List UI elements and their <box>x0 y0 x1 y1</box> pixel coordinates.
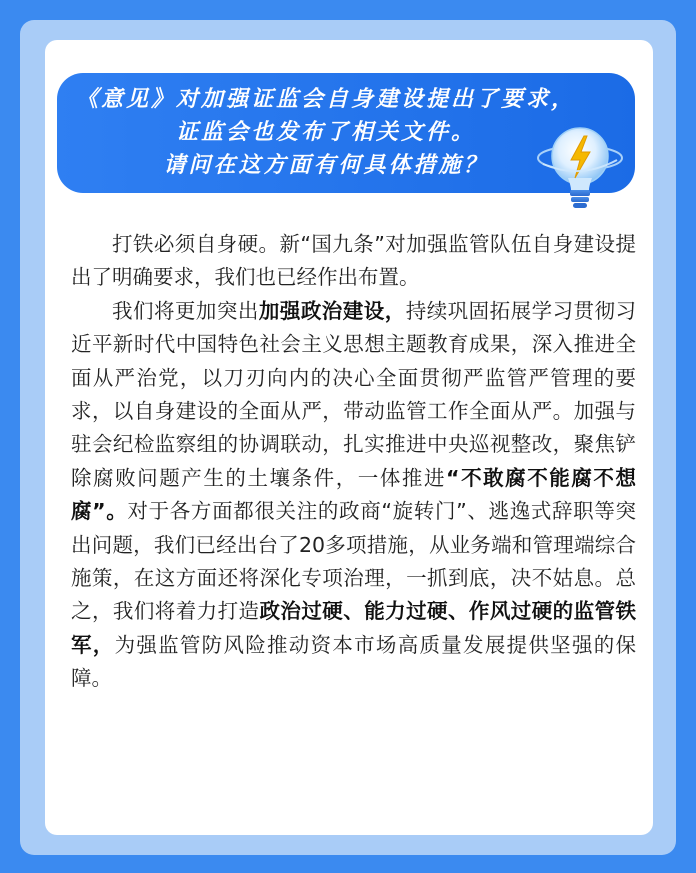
answer-text-run: 对于各方面都很关注的政商“旋转门”、逃逸式辞职等突出问题，我们已经出台了20多项措施，从业务端和管理端综合施策，在这方面还将深化专项治理，一抓到底，决不姑息。总之，我们将着力打造 <box>71 499 636 624</box>
emphasis-political: 加强政治建设， <box>258 298 406 323</box>
answer-text-run: 为强监管防风险推动资本市场高质量发展提供坚强的保障。 <box>71 632 637 691</box>
answer-paragraph-1: 打铁必须自身硬。新“国九条”对加强监管队伍自身建设提出了明确要求，我们也已经作出布置。 <box>71 232 636 290</box>
answer-text-run: 持续巩固拓展学习贯彻习近平新时代中国特色社会主义思想主题教育成果，深入推进全面从严治党，以刀刃向内的决心全面贯彻严监管严管理的要求，以自身建设的全面从严，带动监管工作全面从严。加强与驻会纪检监察组的协调联动，扎实推进中央巡视整改，聚焦铲除腐败问题产生的土壤条件，一体推进 <box>71 298 637 490</box>
answer-text <box>71 228 636 696</box>
question-line-1: 《意见》对加强证监会自身建设提出了要求， <box>75 87 576 112</box>
answer-paragraph-2 <box>71 295 636 696</box>
emphasis-iron-army: 政治过硬、能力过硬、作风过硬的监管铁军， <box>71 599 637 657</box>
answer-text-run: 我们将更加突出 <box>112 298 259 323</box>
question-line-2: 证监会也发布了相关文件。 <box>175 120 476 145</box>
question-line-3: 请问在这方面有何具体措施？ <box>163 153 489 178</box>
emphasis-three-nots: “不敢腐不能腐不想腐”。 <box>71 465 636 524</box>
lightbulb-icon <box>535 120 625 220</box>
